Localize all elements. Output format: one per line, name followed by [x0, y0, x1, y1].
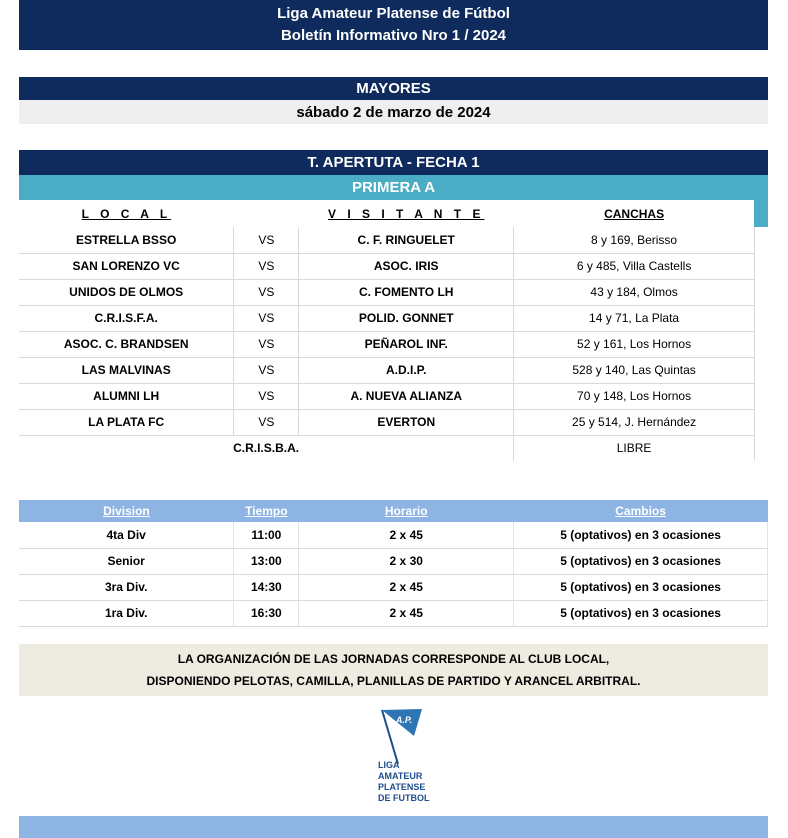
division-cell: 3ra Div. — [19, 574, 234, 600]
venue: 70 y 148, Los Hornos — [514, 383, 755, 409]
vs-label: VS — [234, 357, 299, 383]
vs-label: VS — [234, 305, 299, 331]
venue: 43 y 184, Olmos — [514, 279, 755, 305]
local-team: ESTRELLA BSSO — [19, 227, 234, 253]
table-row — [19, 409, 755, 435]
vs-label: VS — [234, 253, 299, 279]
division-cell: 1ra Div. — [19, 600, 234, 626]
time-cell: 16:30 — [234, 600, 299, 626]
horario-header: Horario — [299, 500, 514, 522]
venue: 6 y 485, Villa Castells — [514, 253, 755, 279]
visiting-team: A. NUEVA ALIANZA — [299, 383, 514, 409]
duration-cell: 2 x 30 — [299, 548, 514, 574]
vs-label: VS — [234, 279, 299, 305]
venue: 25 y 514, J. Hernández — [514, 409, 755, 435]
bye-team: C.R.I.S.B.A. — [233, 441, 300, 456]
league-title: Liga Amateur Platense de Fútbol — [277, 5, 510, 22]
visiting-team: POLID. GONNET — [299, 305, 514, 331]
substitutions-cell: 5 (optativos) en 3 ocasiones — [514, 548, 768, 574]
canchas-header: CANCHAS — [604, 206, 665, 221]
local-team: LA PLATA FC — [19, 409, 234, 435]
visiting-team: ASOC. IRIS — [299, 253, 514, 279]
visiting-team: PEÑAROL INF. — [299, 331, 514, 357]
logo-line: LIGA — [378, 760, 400, 770]
visiting-team: C. FOMENTO LH — [299, 279, 514, 305]
logo-wordmark — [378, 760, 438, 804]
division-title: PRIMERA A — [19, 175, 768, 200]
venue: 14 y 71, La Plata — [514, 305, 755, 331]
visiting-team: C. F. RINGUELET — [299, 227, 514, 253]
organization-notice — [19, 644, 768, 696]
vs-label: VS — [234, 227, 299, 253]
local-team: LAS MALVINAS — [19, 357, 234, 383]
notice-line-2: DISPONIENDO PELOTAS, CAMILLA, PLANILLAS DE PARTIDO Y ARANCEL ARBITRAL. — [146, 674, 641, 688]
time-cell: 13:00 — [234, 548, 299, 574]
logo-line: AMATEUR — [378, 771, 423, 781]
table-row — [19, 383, 755, 409]
local-team: SAN LORENZO VC — [19, 253, 234, 279]
footer-bar — [19, 816, 768, 838]
duration-cell: 2 x 45 — [299, 574, 514, 600]
table-row — [19, 331, 755, 357]
category-title: MAYORES — [19, 77, 768, 100]
division-header: Division — [19, 500, 234, 522]
match-date: sábado 2 de marzo de 2024 — [19, 100, 768, 124]
visiting-team: A.D.I.P. — [299, 357, 514, 383]
logo-line: DE FUTBOL — [378, 793, 430, 803]
duration-cell: 2 x 45 — [299, 600, 514, 626]
divisions-table — [19, 500, 768, 627]
division-cell: 4ta Div — [19, 522, 234, 548]
cambios-header: Cambios — [514, 500, 768, 522]
logo-line: PLATENSE — [378, 782, 426, 792]
division-cell: Senior — [19, 548, 234, 574]
table-row — [19, 227, 755, 253]
bulletin-number: Boletín Informativo Nro 1 / 2024 — [280, 27, 507, 44]
flag-text: L.A.P. — [387, 715, 413, 725]
vs-label: VS — [234, 383, 299, 409]
notice-line-1: LA ORGANIZACIÓN DE LAS JORNADAS CORRESPONDE AL CLUB LOCAL, — [177, 652, 610, 666]
fixtures-header-row — [19, 200, 755, 227]
vs-label: VS — [234, 409, 299, 435]
teal-side-strip — [754, 200, 768, 227]
table-row — [19, 574, 768, 600]
table-row — [19, 279, 755, 305]
venue: 528 y 140, Las Quintas — [514, 357, 755, 383]
table-row — [19, 600, 768, 626]
tiempo-header: Tiempo — [234, 500, 299, 522]
table-row — [19, 522, 768, 548]
local-team: UNIDOS DE OLMOS — [19, 279, 234, 305]
venue: 52 y 161, Los Hornos — [514, 331, 755, 357]
table-row — [19, 548, 768, 574]
visiting-team: EVERTON — [299, 409, 514, 435]
bulletin-header — [19, 0, 768, 50]
local-header: L O C A L — [81, 206, 172, 221]
table-row — [19, 253, 755, 279]
tournament-round: T. APERTUTA - FECHA 1 — [19, 150, 768, 175]
duration-cell: 2 x 45 — [299, 522, 514, 548]
local-team: C.R.I.S.F.A. — [19, 305, 234, 331]
fixtures-table — [19, 200, 755, 461]
substitutions-cell: 5 (optativos) en 3 ocasiones — [514, 600, 768, 626]
local-team: ASOC. C. BRANDSEN — [19, 331, 234, 357]
table-row — [19, 357, 755, 383]
table-row — [19, 305, 755, 331]
venue: 8 y 169, Berisso — [514, 227, 755, 253]
local-team: ALUMNI LH — [19, 383, 234, 409]
divisions-header-row — [19, 500, 768, 522]
bye-label: LIBRE — [514, 435, 755, 461]
vs-label: VS — [234, 331, 299, 357]
time-cell: 11:00 — [234, 522, 299, 548]
time-cell: 14:30 — [234, 574, 299, 600]
visitante-header: V I S I T A N T E — [328, 206, 485, 221]
substitutions-cell: 5 (optativos) en 3 ocasiones — [514, 574, 768, 600]
bye-row — [19, 435, 755, 461]
substitutions-cell: 5 (optativos) en 3 ocasiones — [514, 522, 768, 548]
